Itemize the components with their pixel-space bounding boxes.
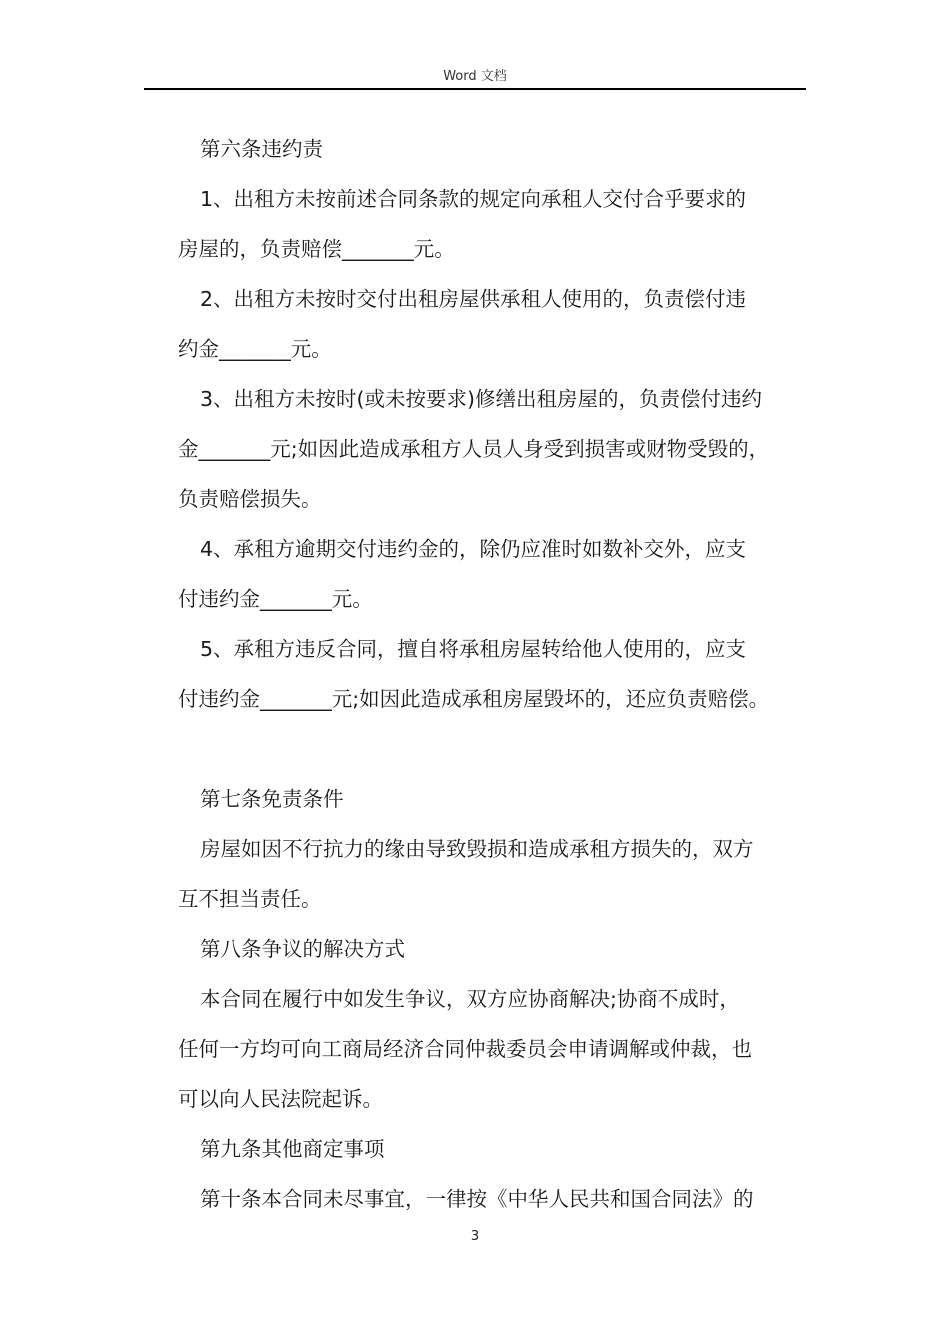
section-heading-article-7: 第七条免责条件 — [200, 787, 344, 811]
paragraph-line: 4、承租方逾期交付违约金的，除仍应准时如数补交外，应支 — [200, 537, 747, 561]
paragraph-line: 约金_______元。 — [178, 337, 332, 361]
paragraph-line: 2、出租方未按时交付出租房屋供承租人使用的，负责偿付违 — [200, 287, 747, 311]
paragraph-line: 第十条本合同未尽事宜，一律按《中华人民共和国合同法》的 — [200, 1187, 754, 1211]
header-divider — [144, 88, 806, 90]
paragraph-line: 付违约金_______元。 — [178, 587, 373, 611]
section-heading-article-9: 第九条其他商定事项 — [200, 1137, 385, 1161]
paragraph-line: 可以向人民法院起诉。 — [178, 1087, 383, 1111]
paragraph-line: 负责赔偿损失。 — [178, 487, 322, 511]
paragraph-line: 房屋的，负责赔偿_______元。 — [178, 237, 455, 261]
section-heading-article-8: 第八条争议的解决方式 — [200, 937, 405, 961]
paragraph-line: 任何一方均可向工商局经济合同仲裁委员会申请调解或仲裁，也 — [178, 1037, 752, 1061]
paragraph-line: 金_______元;如因此造成承租方人员人身受到损害或财物受毁的， — [178, 437, 770, 461]
paragraph-line: 互不担当责任。 — [178, 887, 322, 911]
paragraph-line: 1、出租方未按前述合同条款的规定向承租人交付合乎要求的 — [200, 187, 747, 211]
page-number: 3 — [470, 1229, 480, 1244]
page-header: Word 文档 — [443, 69, 507, 84]
paragraph-line: 付违约金_______元;如因此造成承租房屋毁坏的，还应负责赔偿。 — [178, 687, 770, 711]
document-body — [178, 124, 810, 1224]
blank-line — [178, 724, 810, 774]
section-heading-article-6: 第六条违约责 — [200, 137, 323, 161]
paragraph-line: 3、出租方未按时(或未按要求)修缮出租房屋的，负责偿付违约 — [200, 387, 763, 411]
paragraph-line: 5、承租方违反合同，擅自将承租房屋转给他人使用的，应支 — [200, 637, 747, 661]
paragraph-line: 房屋如因不行抗力的缘由导致毁损和造成承租方损失的，双方 — [200, 837, 754, 861]
paragraph-line: 本合同在履行中如发生争议，双方应协商解决;协商不成时， — [200, 987, 740, 1011]
